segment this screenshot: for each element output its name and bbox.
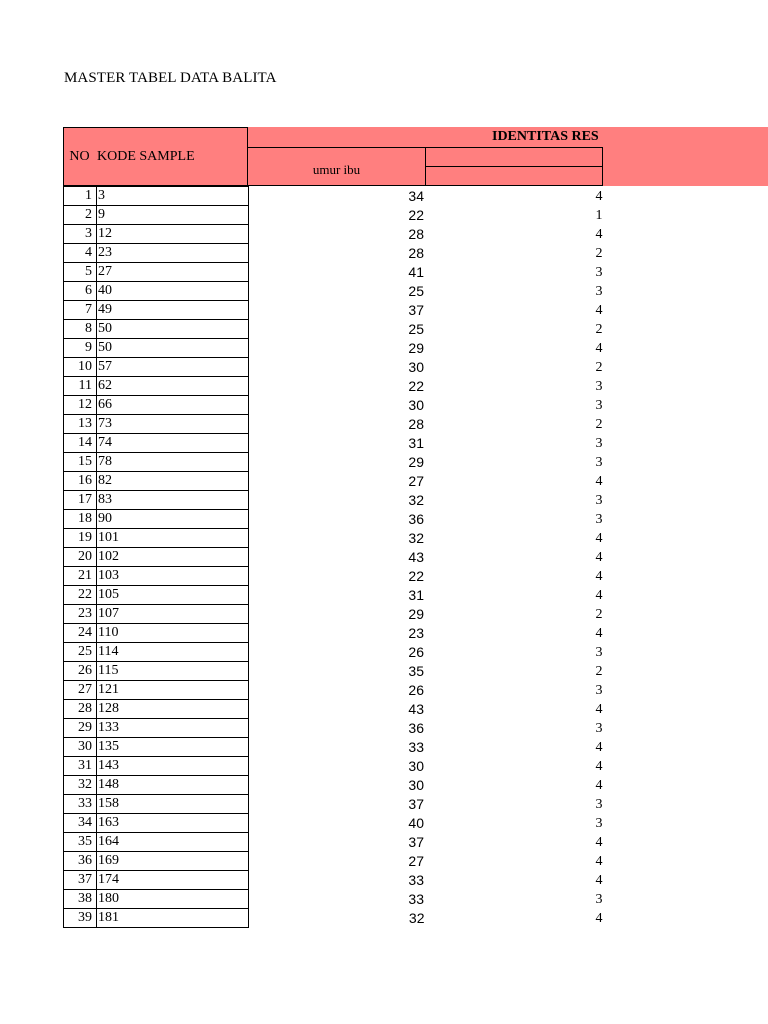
cell-kode: 23 <box>97 244 249 263</box>
cell-umur-ibu: 30 <box>408 758 424 774</box>
cell-no: 22 <box>64 586 97 605</box>
cell-no: 6 <box>64 282 97 301</box>
cell-no: 15 <box>64 453 97 472</box>
cell-umur-ibu: 37 <box>408 834 424 850</box>
cell-value: 3 <box>595 682 603 698</box>
cell-no: 9 <box>64 339 97 358</box>
cell-no: 35 <box>64 833 97 852</box>
cell-kode: 107 <box>97 605 249 624</box>
table-row <box>64 263 605 282</box>
table-row <box>64 339 605 358</box>
cell-value: 1 <box>595 207 603 223</box>
cell-kode: 163 <box>97 814 249 833</box>
cell-umur-ibu: 26 <box>408 682 424 698</box>
cell-umur-ibu: 27 <box>408 853 424 869</box>
cell-umur-ibu: 31 <box>408 435 424 451</box>
cell-no: 7 <box>64 301 97 320</box>
table-row <box>64 187 605 206</box>
table-row <box>64 529 605 548</box>
cell-umur-ibu: 43 <box>408 549 424 565</box>
header-no <box>63 127 96 186</box>
cell-no: 5 <box>64 263 97 282</box>
cell-umur-ibu: 37 <box>408 302 424 318</box>
table-row <box>64 852 605 871</box>
cell-umur-ibu: 33 <box>408 739 424 755</box>
cell-value: 3 <box>595 796 603 812</box>
table-row <box>64 244 605 263</box>
cell-umur-ibu: 22 <box>408 207 424 223</box>
cell-value: 4 <box>595 739 603 755</box>
cell-value: 3 <box>595 644 603 660</box>
cell-umur-ibu: 26 <box>408 644 424 660</box>
cell-value: 3 <box>595 435 603 451</box>
cell-umur-ibu: 28 <box>408 245 424 261</box>
header-subcell <box>425 166 603 186</box>
table-row <box>64 225 605 244</box>
cell-umur-ibu: 23 <box>408 625 424 641</box>
cell-umur-ibu: 34 <box>408 188 424 204</box>
cell-umur-ibu: 30 <box>408 777 424 793</box>
cell-umur-ibu: 31 <box>408 587 424 603</box>
cell-no: 18 <box>64 510 97 529</box>
header-identitas <box>247 127 603 147</box>
table-row <box>64 909 605 928</box>
cell-kode: 3 <box>97 187 249 206</box>
cell-no: 8 <box>64 320 97 339</box>
cell-kode: 40 <box>97 282 249 301</box>
cell-umur-ibu: 25 <box>408 283 424 299</box>
table-row <box>64 548 605 567</box>
cell-kode: 110 <box>97 624 249 643</box>
table-row <box>64 453 605 472</box>
cell-no: 10 <box>64 358 97 377</box>
cell-value: 2 <box>595 663 603 679</box>
cell-value: 4 <box>595 188 603 204</box>
cell-kode: 105 <box>97 586 249 605</box>
cell-value: 4 <box>595 834 603 850</box>
cell-umur-ibu: 28 <box>408 416 424 432</box>
cell-kode: 148 <box>97 776 249 795</box>
table-row <box>64 206 605 225</box>
cell-value: 4 <box>595 568 603 584</box>
table-row <box>64 662 605 681</box>
cell-value: 4 <box>595 910 603 926</box>
table-row <box>64 586 605 605</box>
header-subcell <box>425 147 603 167</box>
cell-kode: 114 <box>97 643 249 662</box>
cell-umur-ibu: 29 <box>408 454 424 470</box>
table-row <box>64 833 605 852</box>
cell-umur-ibu: 27 <box>408 473 424 489</box>
cell-no: 4 <box>64 244 97 263</box>
cell-no: 3 <box>64 225 97 244</box>
page-title: MASTER TABEL DATA BALITA <box>64 70 277 86</box>
cell-value: 4 <box>595 587 603 603</box>
table-row <box>64 605 605 624</box>
table-row <box>64 814 605 833</box>
cell-no: 32 <box>64 776 97 795</box>
cell-umur-ibu: 43 <box>408 701 424 717</box>
cell-no: 11 <box>64 377 97 396</box>
cell-kode: 143 <box>97 757 249 776</box>
cell-umur-ibu: 35 <box>408 663 424 679</box>
cell-kode: 9 <box>97 206 249 225</box>
cell-value: 3 <box>595 454 603 470</box>
cell-value: 3 <box>595 815 603 831</box>
cell-umur-ibu: 28 <box>408 226 424 242</box>
cell-no: 19 <box>64 529 97 548</box>
cell-value: 3 <box>595 891 603 907</box>
cell-umur-ibu: 36 <box>408 720 424 736</box>
cell-no: 20 <box>64 548 97 567</box>
table-row <box>64 491 605 510</box>
table-row <box>64 434 605 453</box>
cell-umur-ibu: 32 <box>408 910 425 926</box>
cell-value: 2 <box>595 606 603 622</box>
cell-value: 4 <box>595 473 603 489</box>
table-row <box>64 472 605 491</box>
cell-umur-ibu: 33 <box>408 891 424 907</box>
cell-umur-ibu: 33 <box>408 872 424 888</box>
cell-kode: 135 <box>97 738 249 757</box>
table-row <box>64 415 605 434</box>
cell-no: 38 <box>64 890 97 909</box>
table-row <box>64 776 605 795</box>
table-row <box>64 757 605 776</box>
cell-umur-ibu: 32 <box>408 530 424 546</box>
table-row <box>64 700 605 719</box>
cell-no: 13 <box>64 415 97 434</box>
cell-value: 4 <box>595 853 603 869</box>
cell-value: 3 <box>595 492 603 508</box>
cell-value: 4 <box>595 758 603 774</box>
cell-umur-ibu: 25 <box>408 321 424 337</box>
cell-value: 2 <box>595 359 603 375</box>
cell-kode: 121 <box>97 681 249 700</box>
cell-no: 33 <box>64 795 97 814</box>
cell-value: 3 <box>595 511 603 527</box>
data-table-body <box>64 187 605 928</box>
table-row <box>64 871 605 890</box>
cell-kode: 90 <box>97 510 249 529</box>
cell-kode: 83 <box>97 491 249 510</box>
cell-value: 4 <box>595 340 603 356</box>
cell-value: 4 <box>595 302 603 318</box>
cell-kode: 164 <box>97 833 249 852</box>
table-row <box>64 358 605 377</box>
cell-umur-ibu: 36 <box>408 511 424 527</box>
cell-kode: 50 <box>97 320 249 339</box>
cell-umur-ibu: 41 <box>408 264 424 280</box>
cell-umur-ibu: 29 <box>408 340 424 356</box>
cell-kode: 49 <box>97 301 249 320</box>
cell-no: 39 <box>64 909 97 928</box>
header-kode-sample <box>95 127 248 186</box>
cell-kode: 133 <box>97 719 249 738</box>
cell-umur-ibu: 29 <box>408 606 424 622</box>
table-row <box>64 719 605 738</box>
cell-umur-ibu: 22 <box>408 568 424 584</box>
cell-value: 4 <box>595 625 603 641</box>
cell-kode: 12 <box>97 225 249 244</box>
cell-value: 4 <box>595 530 603 546</box>
header-umur-ibu-label: umur ibu <box>312 161 361 177</box>
table-row <box>64 377 605 396</box>
table-row <box>64 795 605 814</box>
cell-no: 16 <box>64 472 97 491</box>
table-row <box>64 282 605 301</box>
cell-kode: 169 <box>97 852 249 871</box>
cell-kode: 74 <box>97 434 249 453</box>
cell-no: 2 <box>64 206 97 225</box>
cell-no: 28 <box>64 700 97 719</box>
cell-kode: 174 <box>97 871 249 890</box>
cell-umur-ibu: 40 <box>408 815 424 831</box>
cell-no: 23 <box>64 605 97 624</box>
cell-kode: 82 <box>97 472 249 491</box>
table-row <box>64 567 605 586</box>
cell-kode: 73 <box>97 415 249 434</box>
cell-no: 27 <box>64 681 97 700</box>
cell-value: 4 <box>595 872 603 888</box>
cell-value: 3 <box>595 720 603 736</box>
cell-kode: 103 <box>97 567 249 586</box>
cell-kode: 62 <box>97 377 249 396</box>
cell-value: 3 <box>595 264 603 280</box>
cell-value: 2 <box>595 416 603 432</box>
cell-no: 36 <box>64 852 97 871</box>
header-identitas-label: IDENTITAS RES <box>492 129 599 144</box>
table-row <box>64 510 605 529</box>
cell-value: 4 <box>595 777 603 793</box>
table-row <box>64 396 605 415</box>
cell-no: 25 <box>64 643 97 662</box>
header-umur-ibu <box>247 147 426 186</box>
cell-no: 31 <box>64 757 97 776</box>
table-row <box>64 890 605 909</box>
cell-kode: 57 <box>97 358 249 377</box>
header-kode-label: KODE SAMPLE <box>97 148 195 164</box>
table-row <box>64 624 605 643</box>
cell-kode: 50 <box>97 339 249 358</box>
cell-kode: 102 <box>97 548 249 567</box>
table-row <box>64 301 605 320</box>
cell-value: 2 <box>595 321 603 337</box>
cell-value: 2 <box>595 245 603 261</box>
cell-umur-ibu: 22 <box>408 378 424 394</box>
data-table <box>63 186 605 928</box>
cell-no: 26 <box>64 662 97 681</box>
cell-value: 3 <box>595 378 603 394</box>
cell-no: 29 <box>64 719 97 738</box>
cell-kode: 181 <box>97 909 249 928</box>
cell-umur-ibu: 30 <box>408 397 424 413</box>
cell-no: 17 <box>64 491 97 510</box>
cell-value: 4 <box>595 226 603 242</box>
header-no-label: NO <box>69 148 90 164</box>
cell-umur-ibu: 30 <box>408 359 424 375</box>
table-row <box>64 643 605 662</box>
cell-value: 3 <box>595 283 603 299</box>
cell-kode: 158 <box>97 795 249 814</box>
cell-kode: 128 <box>97 700 249 719</box>
table-row <box>64 738 605 757</box>
cell-value: 4 <box>595 549 603 565</box>
cell-no: 1 <box>64 187 97 206</box>
cell-umur-ibu: 37 <box>408 796 424 812</box>
cell-kode: 101 <box>97 529 249 548</box>
cell-kode: 66 <box>97 396 249 415</box>
cell-no: 14 <box>64 434 97 453</box>
cell-no: 34 <box>64 814 97 833</box>
cell-value: 4 <box>595 701 603 717</box>
cell-kode: 27 <box>97 263 249 282</box>
cell-kode: 78 <box>97 453 249 472</box>
cell-no: 30 <box>64 738 97 757</box>
cell-no: 12 <box>64 396 97 415</box>
cell-no: 37 <box>64 871 97 890</box>
cell-value: 3 <box>595 397 603 413</box>
cell-no: 24 <box>64 624 97 643</box>
cell-kode: 115 <box>97 662 249 681</box>
cell-umur-ibu: 32 <box>408 492 424 508</box>
cell-no: 21 <box>64 567 97 586</box>
table-row <box>64 681 605 700</box>
table-row <box>64 320 605 339</box>
cell-kode: 180 <box>97 890 249 909</box>
